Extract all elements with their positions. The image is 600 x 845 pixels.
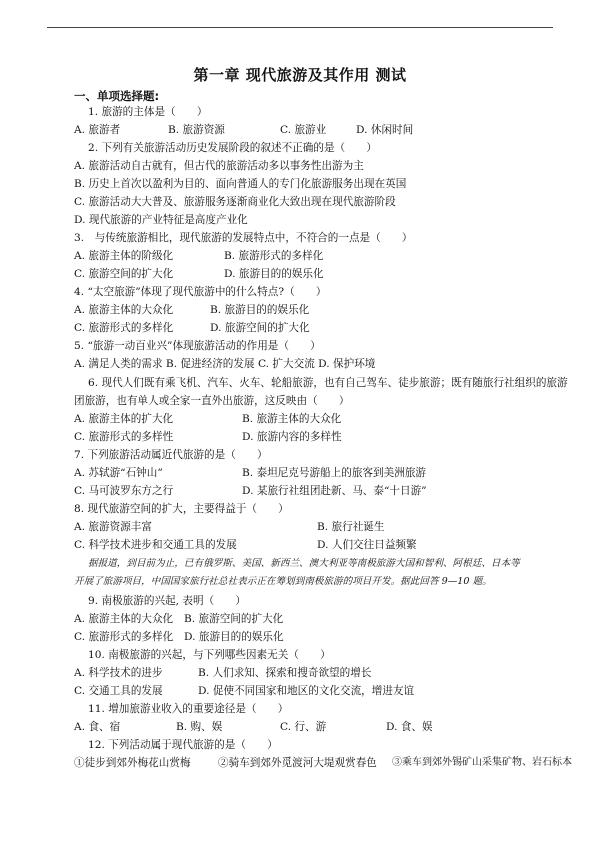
q6-option-c: C. 旅游形式的多样性 bbox=[74, 431, 174, 443]
q1-option-b: B. 旅游资源 bbox=[168, 124, 225, 136]
q2-option-a: A. 旅游活动自古就有，但古代的旅游活动多以事务性出游为主 bbox=[74, 160, 364, 172]
passage-line2: 开展了旅游项目，中国国家旅行社总社表示正在筹划到南极旅游的项目开发。据此回答 9—10 题。 bbox=[74, 576, 492, 587]
q7-option-d: D. 某旅行社组团赴新、马、泰“十日游” bbox=[242, 485, 427, 497]
q12-item-3: ③乘车到郊外锡矿山采集矿物、岩石标本 bbox=[392, 757, 572, 768]
q4-option-a: A. 旅游主体的大众化 bbox=[74, 304, 174, 316]
header-rule bbox=[47, 27, 553, 28]
q6-option-b: B. 旅游主体的大众化 bbox=[242, 413, 342, 425]
q6-option-a: A. 旅游主体的扩大化 bbox=[74, 413, 174, 425]
q7-stem: 7. 下列旅游活动属近代旅游的是（ ） bbox=[74, 449, 268, 461]
q9-option-b: B. 旅游空间的扩大化 bbox=[184, 613, 284, 625]
q5-stem: 5. “旅游一动百业兴”体现旅游活动的作用是（ ） bbox=[74, 340, 321, 352]
q12-stem: 12. 下列活动属于现代旅游的是（ ） bbox=[88, 739, 278, 751]
q1-option-d: D. 休闲时间 bbox=[356, 124, 414, 136]
q2-option-c: C. 旅游活动大大普及、旅游服务逐渐商业化大致出现在现代旅游阶段 bbox=[74, 196, 396, 208]
section-heading: 一、单项选择题: bbox=[74, 89, 160, 103]
q8-option-b: B. 旅行社诞生 bbox=[317, 521, 385, 533]
q6-stem-line2: 团旅游，也有单人或全家一直外出旅游，这反映由（ ） bbox=[74, 395, 350, 407]
q8-option-d: D. 人们交往日益频繁 bbox=[317, 539, 417, 551]
q7-option-b: B. 泰坦尼克号游船上的旅客到美洲旅游 bbox=[242, 467, 427, 479]
q5-options: A. 满足人类的需求 B. 促进经济的发展 C. 扩大交流 D. 保护环境 bbox=[74, 358, 376, 370]
q3-option-c: C. 旅游空间的扩大化 bbox=[74, 268, 174, 280]
q7-option-c: C. 马可波罗东方之行 bbox=[74, 485, 174, 497]
q4-option-b: B. 旅游目的的娱乐化 bbox=[210, 304, 310, 316]
q12-item-1: ①徒步到郊外梅花山赏梅 bbox=[74, 757, 191, 769]
q11-stem: 11. 增加旅游业收入的重要途径是（ ） bbox=[88, 703, 289, 715]
q11-option-b: B. 购、娱 bbox=[176, 721, 223, 733]
q3-option-b: B. 旅游形式的多样化 bbox=[224, 250, 324, 262]
q3-option-a: A. 旅游主体的阶级化 bbox=[74, 250, 174, 262]
q2-stem: 2. 下列有关旅游活动历史发展阶段的叙述不正确的是（ ） bbox=[88, 142, 377, 154]
q4-option-c: C. 旅游形式的多样化 bbox=[74, 322, 174, 334]
q6-option-d: D. 旅游内容的多样性 bbox=[242, 431, 342, 443]
q10-option-c: C. 交通工具的发展 bbox=[74, 685, 163, 697]
q10-option-d: D. 促使不同国家和地区的文化交流，增进友谊 bbox=[198, 685, 415, 697]
q9-option-c: C. 旅游形式的多样化 bbox=[74, 631, 174, 643]
q6-stem-line1: 6. 现代人们既有乘飞机、汽车、火车、轮船旅游，也有自己驾车、徒步旅游；既有随旅行社组织的旅游 bbox=[88, 377, 568, 389]
q4-option-d: D. 旅游空间的扩大化 bbox=[210, 322, 310, 334]
q3-option-d: D. 旅游目的的娱乐化 bbox=[224, 268, 324, 280]
q11-option-d: D. 食、娱 bbox=[386, 721, 433, 733]
q1-option-a: A. 旅游者 bbox=[74, 124, 121, 136]
q8-option-a: A. 旅游资源丰富 bbox=[74, 521, 152, 533]
q1-option-c: C. 旅游业 bbox=[280, 124, 327, 136]
q4-stem: 4. “太空旅游”体现了现代旅游中的什么特点?（ ） bbox=[74, 286, 327, 298]
q9-option-a: A. 旅游主体的大众化 bbox=[74, 613, 174, 625]
q8-option-c: C. 科学技术进步和交通工具的发展 bbox=[74, 539, 237, 551]
q9-option-d: D. 旅游目的的娱乐化 bbox=[184, 631, 284, 643]
q11-option-c: C. 行、游 bbox=[280, 721, 327, 733]
page-title: 第一章 现代旅游及其作用 测试 bbox=[193, 66, 407, 84]
q2-option-b: B. 历史上首次以盈利为目的、面向普通人的专门化旅游服务出现在英国 bbox=[74, 178, 407, 190]
passage-line1: 据报道，到目前为止，已有俄罗斯、美国、新西兰、澳大利亚等南极旅游大国和智利、阿根廷、日本等 bbox=[88, 558, 520, 569]
q10-stem: 10. 南极旅游的兴起，与下列哪些因素无关（ ） bbox=[88, 649, 331, 661]
q10-option-b: B. 人们求知、探索和搜奇欲望的增长 bbox=[198, 667, 372, 679]
q8-stem: 8. 现代旅游空间的扩大，主要得益于（ ） bbox=[74, 503, 289, 515]
q10-option-a: A. 科学技术的进步 bbox=[74, 667, 163, 679]
q9-stem: 9. 南极旅游的兴起, 表明（ ） bbox=[88, 595, 246, 607]
q1-stem: 1. 旅游的主体是（ ） bbox=[88, 106, 208, 118]
q3-stem: 3. 与传统旅游相比，现代旅游的发展特点中，不符合的一点是（ ） bbox=[74, 232, 413, 244]
q12-item-2: ②骑车到郊外觅渡河大堤观赏春色 bbox=[218, 757, 377, 769]
q11-option-a: A. 食、宿 bbox=[74, 721, 121, 733]
q2-option-d: D. 现代旅游的产业特征是高度产业化 bbox=[74, 214, 248, 226]
q7-option-a: A. 苏轼游“石钟山” bbox=[74, 467, 163, 479]
